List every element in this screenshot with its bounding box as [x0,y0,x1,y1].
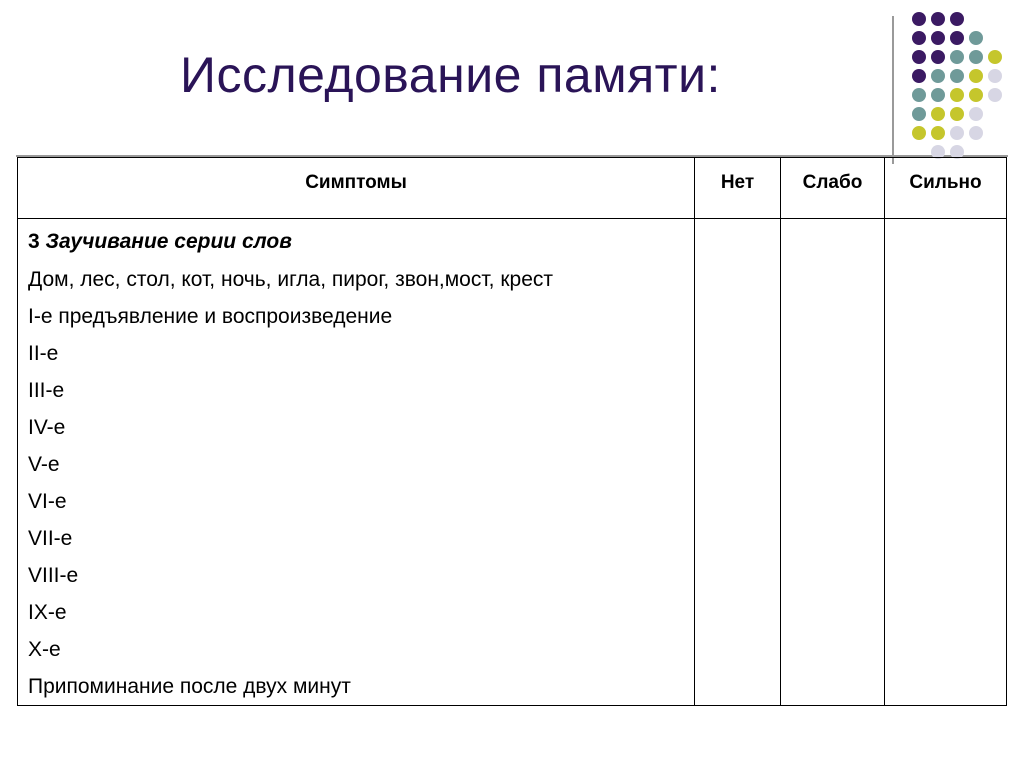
slide-title: Исследование памяти: [180,47,721,103]
decor-dot [988,88,1002,102]
list-item: IV-е [28,416,66,439]
section-lines [28,261,694,705]
list-item: III-е [28,379,65,402]
symptoms-table [17,157,1007,706]
decor-dot [988,50,1002,64]
decor-dot [931,126,945,140]
decor-dot [912,31,926,45]
decor-dot [912,50,926,64]
decor-dot [931,88,945,102]
decor-dot [912,69,926,83]
header-strong: Сильно [885,158,1007,219]
decor-dot [912,126,926,140]
decor-dot [969,31,983,45]
section-number: 3 [28,230,40,253]
decor-dot [969,88,983,102]
section-heading-text: Заучивание серии слов [45,230,292,253]
decor-dot [950,107,964,121]
cell-no [695,219,781,706]
header-weak: Слабо [781,158,885,219]
dot-grid-decoration [912,12,1012,162]
list-item: I-е предъявление и воспроизведение [28,305,393,328]
list-item: VII-е [28,527,73,550]
decor-dot [950,31,964,45]
decor-dot [931,69,945,83]
decor-dot [912,12,926,26]
header-no: Нет [695,158,781,219]
list-item: V-е [28,453,60,476]
cell-weak [781,219,885,706]
cell-strong [885,219,1007,706]
decor-dot [950,88,964,102]
decor-dot [912,107,926,121]
decor-dot [969,50,983,64]
list-item: X-е [28,638,61,661]
decor-dot [969,126,983,140]
vertical-divider [892,16,894,164]
decor-dot [950,50,964,64]
decor-dot [950,69,964,83]
decor-dot [912,88,926,102]
decor-dot [988,69,1002,83]
decor-dot [931,107,945,121]
header-symptoms: Симптомы [18,158,695,219]
table-header-row [18,158,1007,219]
list-item: IX-е [28,601,67,624]
list-item: VI-е [28,490,67,513]
symptom-content-cell [18,219,695,706]
section-heading [28,223,694,261]
decor-dot [931,31,945,45]
table-row [18,219,1007,706]
list-item: II-е [28,342,59,365]
list-item: Дом, лес, стол, кот, ночь, игла, пирог, звон,мост, крест [28,268,553,291]
decor-dot [950,126,964,140]
decor-dot [931,12,945,26]
list-item: Припоминание после двух минут [28,675,351,698]
decor-dot [931,50,945,64]
decor-dot [969,69,983,83]
decor-dot [950,12,964,26]
list-item: VIII-е [28,564,79,587]
decor-dot [969,107,983,121]
